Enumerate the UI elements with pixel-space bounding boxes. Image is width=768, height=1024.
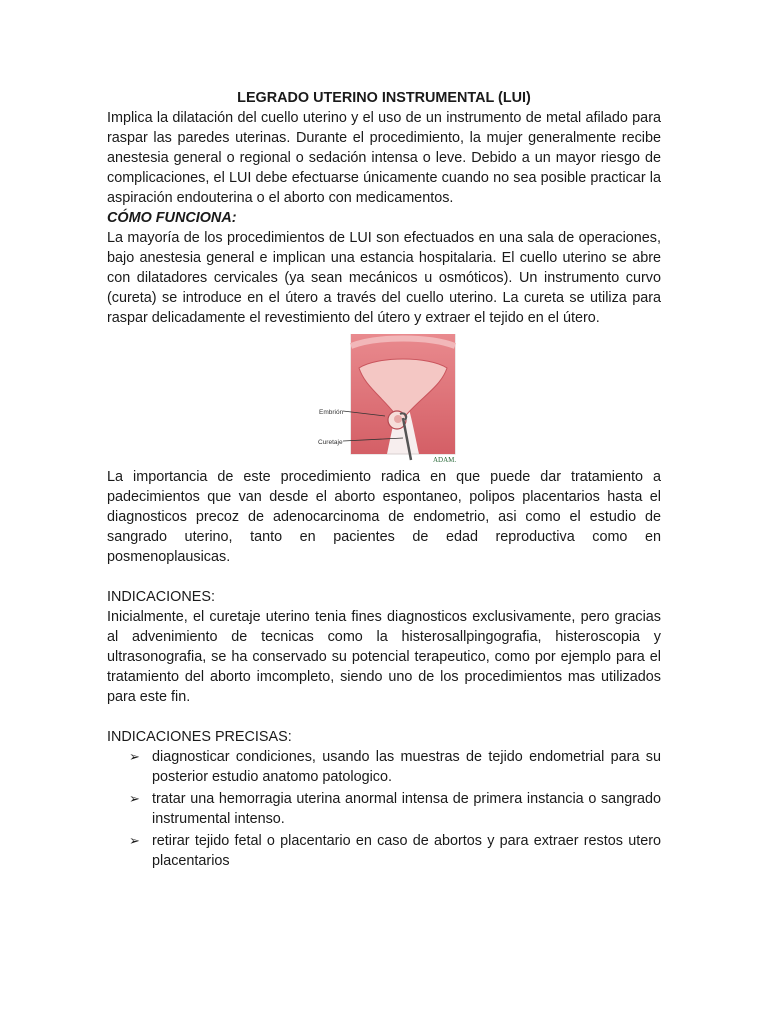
label-embrion: Embrión (319, 409, 344, 416)
label-curetaje: Curetaje (318, 439, 343, 446)
list-item (129, 831, 661, 871)
list-item (129, 789, 661, 829)
arrow-bullet-icon: ➢ (129, 791, 140, 806)
list-item-text: tratar una hemorragia uterina anormal intensa de primera instancia o sangrado instrumental intenso. (152, 791, 661, 827)
spacer (107, 707, 661, 727)
list-item-text: diagnosticar condiciones, usando las muestras de tejido endometrial para su posterior estudio anatomo patologico. (152, 749, 661, 785)
como-funciona-paragraph: La mayoría de los procedimientos de LUI son efectuados en una sala de operaciones, bajo anestesia general e implican una estancia hospitalaria. El cuello uterino se abre con dilatadores cervicales (ya sean mecánicos u osmóticos). Un instrumento curvo (cureta) se introduce en el útero a través del cuello uterino. La cureta se utiliza para raspar delicadamente el revestimiento del útero y extraer el tejido en el útero. (107, 230, 661, 326)
list-item-text: retirar tejido fetal o placentario en caso de abortos y para extraer restos utero placentarios (152, 833, 661, 869)
indicaciones-precisas-list (107, 747, 661, 871)
uterus-diagram (107, 334, 661, 464)
adam-credit: ADAM. (433, 456, 457, 464)
uterus-illustration (107, 334, 661, 464)
document-page (107, 88, 661, 873)
indicaciones-paragraph: Inicialmente, el curetaje uterino tenia fines diagnosticos exclusivamente, pero gracias al advenimiento de tecnicas como la histerosallpingografia, histeroscopia y ultrasonografia, se ha conservado su potencial terapeutico, como por ejemplo para el tratamiento del aborto imcompleto, siendo uno de los procedimientos mas utilizados para este fin. (107, 609, 661, 705)
intro-paragraph: Implica la dilatación del cuello uterino y el uso de un instrumento de metal afilado para raspar las paredes uterinas. Durante el procedimiento, la mujer generalmente recibe anestesia general o regional o sedación intensa o leve. Debido a un mayor riesgo de complicaciones, el LUI debe efectuarse únicamente cuando no sea posible practicar la aspiración endouterina o el aborto con medicamentos. (107, 110, 661, 206)
document-title: LEGRADO UTERINO INSTRUMENTAL (LUI) (237, 90, 531, 106)
indicaciones-precisas-heading: INDICACIONES PRECISAS: (107, 729, 292, 745)
importancia-paragraph: La importancia de este procedimiento radica en que puede dar tratamiento a padecimientos que van desde el aborto espontaneo, polipos placentarios hasta el diagnosticos precoz de adenocarcinoma de endometrio, asi como el estudio de sangrado uterino, tanto en pacientes de edad reproductiva como en posmenoplausicas. (107, 469, 661, 565)
como-funciona-heading: CÓMO FUNCIONA: (107, 210, 237, 226)
indicaciones-heading: INDICACIONES: (107, 589, 215, 605)
list-item (129, 747, 661, 787)
arrow-bullet-icon: ➢ (129, 833, 140, 848)
spacer (107, 567, 661, 587)
arrow-bullet-icon: ➢ (129, 749, 140, 764)
